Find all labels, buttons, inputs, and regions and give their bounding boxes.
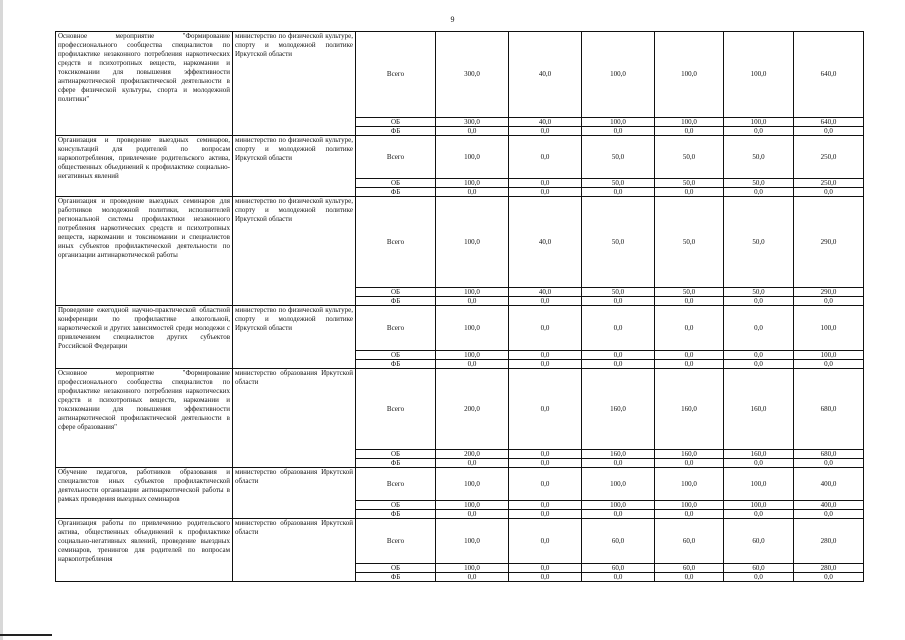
- value-cell: 0,0: [509, 179, 582, 188]
- value-cell: 100,0: [582, 468, 655, 501]
- table-row: [56, 519, 864, 564]
- activity-description: Основное мероприятие "Формирование профессионального сообщества специалистов по профилактике незаконного потребления наркотических средств и психотропных веществ, наркомании и токсикомании для повышения эффективности антинаркотической профилактической деятельности в сфере физической культуры, спорта и молодежной политики": [56, 32, 233, 136]
- value-cell: 0,0: [655, 127, 724, 136]
- value-cell: 0,0: [582, 573, 655, 582]
- value-cell: 640,0: [794, 32, 864, 118]
- funding-source: ФБ: [356, 297, 436, 306]
- value-cell: 0,0: [794, 573, 864, 582]
- executor-cell: министерство образования Иркутской области: [233, 519, 356, 582]
- value-cell: 50,0: [724, 136, 794, 179]
- value-cell: 100,0: [436, 136, 509, 179]
- value-cell: 0,0: [436, 510, 509, 519]
- value-cell: 200,0: [436, 369, 509, 450]
- value-cell: 0,0: [509, 510, 582, 519]
- value-cell: 100,0: [436, 306, 509, 351]
- table-row: [56, 136, 864, 179]
- value-cell: 50,0: [582, 288, 655, 297]
- value-cell: 60,0: [582, 564, 655, 573]
- funding-source: ФБ: [356, 127, 436, 136]
- value-cell: 160,0: [655, 450, 724, 459]
- table-row: [56, 369, 864, 450]
- value-cell: 300,0: [436, 118, 509, 127]
- value-cell: 160,0: [655, 369, 724, 450]
- value-cell: 0,0: [655, 297, 724, 306]
- funding-source: Всего: [356, 468, 436, 501]
- value-cell: 0,0: [509, 136, 582, 179]
- value-cell: 0,0: [509, 564, 582, 573]
- value-cell: 0,0: [724, 297, 794, 306]
- value-cell: 400,0: [794, 468, 864, 501]
- scan-edge-line: [0, 634, 52, 636]
- value-cell: 0,0: [582, 127, 655, 136]
- value-cell: 160,0: [582, 369, 655, 450]
- value-cell: 100,0: [582, 118, 655, 127]
- executor-cell: министерство по физической культуре, спорту и молодежной политике Иркутской области: [233, 136, 356, 197]
- value-cell: 300,0: [436, 32, 509, 118]
- value-cell: 0,0: [436, 573, 509, 582]
- executor-cell: министерство по физической культуре, спорту и молодежной политике Иркутской области: [233, 32, 356, 136]
- value-cell: 0,0: [509, 188, 582, 197]
- value-cell: 100,0: [655, 501, 724, 510]
- value-cell: 0,0: [655, 351, 724, 360]
- executor-cell: министерство по физической культуре, спорту и молодежной политике Иркутской области: [233, 197, 356, 306]
- value-cell: 0,0: [582, 188, 655, 197]
- value-cell: 0,0: [655, 510, 724, 519]
- value-cell: 100,0: [436, 468, 509, 501]
- value-cell: 290,0: [794, 197, 864, 288]
- funding-source: ОБ: [356, 501, 436, 510]
- value-cell: 0,0: [509, 459, 582, 468]
- value-cell: 280,0: [794, 519, 864, 564]
- value-cell: 60,0: [724, 564, 794, 573]
- funding-source: ФБ: [356, 510, 436, 519]
- value-cell: 0,0: [724, 510, 794, 519]
- value-cell: 0,0: [794, 360, 864, 369]
- value-cell: 400,0: [794, 501, 864, 510]
- table-row: [56, 468, 864, 501]
- value-cell: 0,0: [436, 459, 509, 468]
- value-cell: 0,0: [436, 188, 509, 197]
- value-cell: 100,0: [436, 564, 509, 573]
- value-cell: 160,0: [724, 450, 794, 459]
- value-cell: 0,0: [582, 297, 655, 306]
- value-cell: 0,0: [794, 188, 864, 197]
- value-cell: 100,0: [655, 32, 724, 118]
- value-cell: 250,0: [794, 136, 864, 179]
- value-cell: 0,0: [582, 459, 655, 468]
- value-cell: 250,0: [794, 179, 864, 188]
- value-cell: 50,0: [655, 197, 724, 288]
- value-cell: 640,0: [794, 118, 864, 127]
- funding-source: ОБ: [356, 118, 436, 127]
- value-cell: 50,0: [724, 179, 794, 188]
- value-cell: 0,0: [509, 360, 582, 369]
- value-cell: 50,0: [724, 197, 794, 288]
- value-cell: 200,0: [436, 450, 509, 459]
- value-cell: 0,0: [509, 573, 582, 582]
- value-cell: 0,0: [436, 297, 509, 306]
- value-cell: 100,0: [794, 306, 864, 351]
- value-cell: 0,0: [509, 351, 582, 360]
- value-cell: 60,0: [724, 519, 794, 564]
- value-cell: 100,0: [724, 501, 794, 510]
- value-cell: 0,0: [509, 519, 582, 564]
- value-cell: 100,0: [436, 197, 509, 288]
- value-cell: 0,0: [436, 127, 509, 136]
- value-cell: 50,0: [655, 179, 724, 188]
- activity-description: Организация работы по привлечению родительского актива, общественных объединений к профилактике социально-негативных явлений, проведение выездных семинаров, тренингов для родителей по вопросам наркопотребления: [56, 519, 233, 582]
- value-cell: 280,0: [794, 564, 864, 573]
- executor-cell: министерство образования Иркутской области: [233, 468, 356, 519]
- value-cell: 50,0: [724, 288, 794, 297]
- value-cell: 0,0: [582, 360, 655, 369]
- value-cell: 50,0: [582, 179, 655, 188]
- value-cell: 680,0: [794, 369, 864, 450]
- value-cell: 0,0: [509, 127, 582, 136]
- value-cell: 50,0: [655, 136, 724, 179]
- funding-source: ФБ: [356, 360, 436, 369]
- value-cell: 0,0: [724, 306, 794, 351]
- funding-source: ФБ: [356, 573, 436, 582]
- value-cell: 0,0: [724, 351, 794, 360]
- value-cell: 100,0: [655, 118, 724, 127]
- value-cell: 50,0: [582, 136, 655, 179]
- funding-source: Всего: [356, 136, 436, 179]
- funding-source: ФБ: [356, 188, 436, 197]
- value-cell: 0,0: [655, 360, 724, 369]
- value-cell: 100,0: [436, 501, 509, 510]
- value-cell: 0,0: [582, 510, 655, 519]
- table-row: [56, 32, 864, 118]
- value-cell: 0,0: [509, 468, 582, 501]
- value-cell: 0,0: [724, 573, 794, 582]
- value-cell: 40,0: [509, 288, 582, 297]
- value-cell: 40,0: [509, 197, 582, 288]
- activity-description: Организация и проведение выездных семинаров для работников молодежной политики, исполнителей региональной системы профилактики незаконного потребления наркотических средств и психотропных веществ, наркомании и токсикомании и специалистов иных субъектов профилактической деятельности по организации антинаркотической работы: [56, 197, 233, 306]
- value-cell: 0,0: [509, 306, 582, 351]
- budget-table: [55, 31, 864, 582]
- funding-source: ОБ: [356, 450, 436, 459]
- value-cell: 40,0: [509, 32, 582, 118]
- value-cell: 0,0: [582, 351, 655, 360]
- value-cell: 160,0: [724, 369, 794, 450]
- value-cell: 0,0: [794, 510, 864, 519]
- funding-source: ОБ: [356, 179, 436, 188]
- value-cell: 100,0: [655, 468, 724, 501]
- value-cell: 100,0: [582, 32, 655, 118]
- value-cell: 0,0: [724, 360, 794, 369]
- value-cell: 100,0: [582, 501, 655, 510]
- executor-cell: министерство образования Иркутской области: [233, 369, 356, 468]
- value-cell: 0,0: [509, 450, 582, 459]
- value-cell: 0,0: [509, 297, 582, 306]
- value-cell: 60,0: [582, 519, 655, 564]
- value-cell: 0,0: [655, 573, 724, 582]
- activity-description: Организация и проведение выездных семинаров, консультаций для родителей по вопросам наркопотребления, привлечение родительского актива, общественных объединений к профилактике социально-негативных явлений: [56, 136, 233, 197]
- value-cell: 100,0: [436, 179, 509, 188]
- funding-source: Всего: [356, 369, 436, 450]
- funding-source: ФБ: [356, 459, 436, 468]
- funding-source: ОБ: [356, 288, 436, 297]
- value-cell: 100,0: [794, 351, 864, 360]
- value-cell: 0,0: [794, 127, 864, 136]
- value-cell: 290,0: [794, 288, 864, 297]
- value-cell: 100,0: [724, 32, 794, 118]
- funding-source: ОБ: [356, 564, 436, 573]
- value-cell: 50,0: [655, 288, 724, 297]
- value-cell: 100,0: [436, 288, 509, 297]
- value-cell: 0,0: [794, 459, 864, 468]
- value-cell: 0,0: [724, 127, 794, 136]
- value-cell: 0,0: [509, 369, 582, 450]
- value-cell: 100,0: [724, 468, 794, 501]
- value-cell: 0,0: [582, 306, 655, 351]
- page-number: 9: [450, 15, 455, 24]
- value-cell: 0,0: [509, 501, 582, 510]
- funding-source: ОБ: [356, 351, 436, 360]
- value-cell: 100,0: [436, 519, 509, 564]
- value-cell: 50,0: [582, 197, 655, 288]
- funding-source: Всего: [356, 32, 436, 118]
- value-cell: 0,0: [436, 360, 509, 369]
- value-cell: 100,0: [436, 351, 509, 360]
- funding-source: Всего: [356, 197, 436, 288]
- value-cell: 0,0: [724, 459, 794, 468]
- value-cell: 40,0: [509, 118, 582, 127]
- value-cell: 160,0: [582, 450, 655, 459]
- activity-description: Основное мероприятие "Формирование профессионального сообщества специалистов по профилактике незаконного потребления наркотических средств и психотропных веществ, наркомании и токсикомании для повышения эффективности антинаркотической профилактической деятельности в сфере образования": [56, 369, 233, 468]
- value-cell: 0,0: [794, 297, 864, 306]
- table-row: [56, 306, 864, 351]
- table-row: [56, 197, 864, 288]
- value-cell: 0,0: [655, 188, 724, 197]
- value-cell: 0,0: [655, 306, 724, 351]
- value-cell: 100,0: [724, 118, 794, 127]
- funding-source: Всего: [356, 306, 436, 351]
- scan-edge-shadow: [0, 0, 3, 640]
- value-cell: 0,0: [655, 459, 724, 468]
- value-cell: 60,0: [655, 564, 724, 573]
- funding-source: Всего: [356, 519, 436, 564]
- activity-description: Проведение ежегодной научно-практической областной конференции по профилактике алкогольной, наркотической и других зависимостей среди молодежи с привлечением специалистов других субъектов Российской Федерации: [56, 306, 233, 369]
- value-cell: 680,0: [794, 450, 864, 459]
- activity-description: Обучение педагогов, работников образования и специалистов иных субъектов профилактической деятельности организации антинаркотической работы в рамках проведения выездных семинаров: [56, 468, 233, 519]
- value-cell: 60,0: [655, 519, 724, 564]
- value-cell: 0,0: [724, 188, 794, 197]
- executor-cell: министерство по физической культуре, спорту и молодежной политике Иркутской области: [233, 306, 356, 369]
